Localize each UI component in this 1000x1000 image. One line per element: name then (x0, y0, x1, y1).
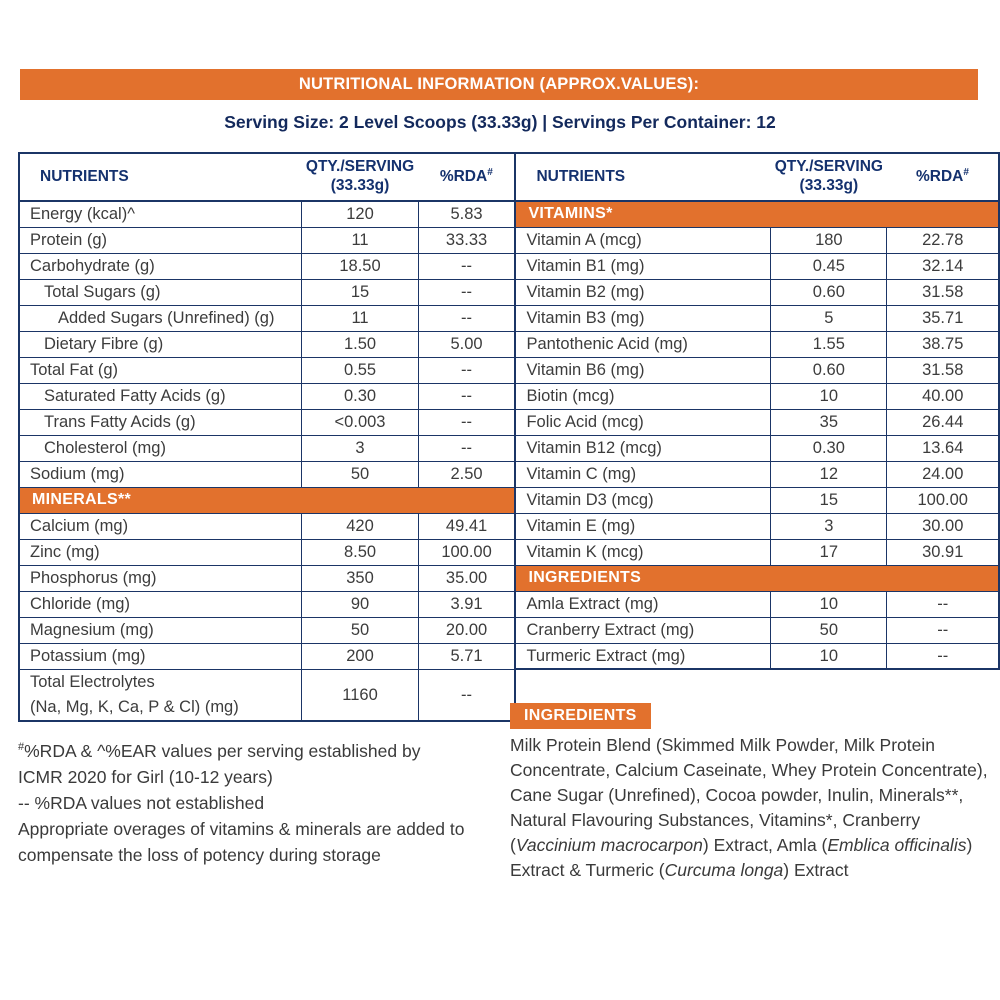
table-row (515, 539, 999, 565)
qty-per-serving-value: 1.55 (771, 331, 887, 357)
qty-per-serving-value: 8.50 (302, 539, 418, 565)
nutrition-tables (18, 152, 1000, 722)
rda-percent-value: 38.75 (887, 331, 999, 357)
rda-percent-value: -- (887, 591, 999, 617)
nutrient-label: Vitamin E (mg) (515, 513, 770, 539)
nutrient-label: Vitamin B1 (mg) (515, 253, 770, 279)
nutrient-label: Chloride (mg) (19, 591, 302, 617)
qty-per-serving-value: 0.60 (771, 357, 887, 383)
nutrient-label: Potassium (mg) (19, 643, 302, 669)
rda-percent-value: -- (418, 279, 515, 305)
column-header-nutrients: NUTRIENTS (19, 153, 302, 201)
rda-percent-value: -- (418, 357, 515, 383)
rda-percent-value: -- (418, 409, 515, 435)
nutrient-label: Sodium (mg) (19, 461, 302, 487)
nutrient-label: Vitamin B12 (mcg) (515, 435, 770, 461)
table-row (515, 643, 999, 669)
rda-percent-value: 20.00 (418, 617, 515, 643)
table-row (19, 591, 515, 617)
table-row (515, 305, 999, 331)
table-row (515, 513, 999, 539)
rda-percent-value: -- (418, 305, 515, 331)
table-row (19, 331, 515, 357)
nutrient-label: Biotin (mcg) (515, 383, 770, 409)
rda-percent-value: -- (418, 669, 515, 721)
table-row (515, 383, 999, 409)
nutrient-label: Zinc (mg) (19, 539, 302, 565)
qty-per-serving-value: 350 (302, 565, 418, 591)
qty-per-serving-value: 50 (302, 617, 418, 643)
table-row (19, 305, 515, 331)
rda-percent-value: 100.00 (887, 487, 999, 513)
qty-per-serving-value: 3 (302, 435, 418, 461)
table-row (19, 565, 515, 591)
nutrient-label: Dietary Fibre (g) (19, 331, 302, 357)
rda-percent-value: 31.58 (887, 357, 999, 383)
section-row (515, 201, 999, 227)
ingredients-badge: INGREDIENTS (510, 703, 651, 729)
qty-per-serving-value: 200 (302, 643, 418, 669)
rda-percent-value: -- (418, 253, 515, 279)
qty-per-serving-value: 0.30 (771, 435, 887, 461)
qty-per-serving-value: 0.60 (771, 279, 887, 305)
nutrient-label: Vitamin D3 (mcg) (515, 487, 770, 513)
nutrient-label: Total Fat (g) (19, 357, 302, 383)
rda-percent-value: 5.83 (418, 201, 515, 227)
column-header-qty: QTY./SERVING (33.33g) (771, 153, 887, 201)
ingredients-text: Milk Protein Blend (Skimmed Milk Powder, Milk Protein Concentrate, Calcium Caseinate, Whey Protein Concentrate), Cane Sugar (Unrefined), Cocoa powder, Inulin, Minerals**, Natural Flavouring Substances, Vitamins*, Cranberry (Vaccinium macrocarpon) Extract, Amla (Emblica officinalis) Extract & Turmeric (Curcuma longa) Extract (510, 735, 988, 880)
nutrient-label: Turmeric Extract (mg) (515, 643, 770, 669)
table-row (515, 591, 999, 617)
rda-percent-value: 2.50 (418, 461, 515, 487)
nutrients-table-left (18, 152, 516, 722)
table-row (515, 487, 999, 513)
table-row (19, 409, 515, 435)
qty-per-serving-value: 15 (771, 487, 887, 513)
nutrient-label: Energy (kcal)^ (19, 201, 302, 227)
table-row (515, 435, 999, 461)
rda-percent-value: 33.33 (418, 227, 515, 253)
table-row (19, 617, 515, 643)
qty-per-serving-value: 90 (302, 591, 418, 617)
rda-percent-value: 13.64 (887, 435, 999, 461)
qty-per-serving-value: 15 (302, 279, 418, 305)
nutrient-label: Added Sugars (Unrefined) (g) (19, 305, 302, 331)
qty-per-serving-value: 11 (302, 305, 418, 331)
section-header-label: VITAMINS* (515, 201, 999, 227)
footnotes (18, 734, 470, 868)
qty-per-serving-value: 11 (302, 227, 418, 253)
qty-per-serving-value: 35 (771, 409, 887, 435)
table-row (515, 409, 999, 435)
nutrient-label: Phosphorus (mg) (19, 565, 302, 591)
serving-info: Serving Size: 2 Level Scoops (33.33g) | Servings Per Container: 12 (224, 112, 776, 132)
rda-percent-value: -- (418, 435, 515, 461)
nutrient-label: Saturated Fatty Acids (g) (19, 383, 302, 409)
table-row (19, 279, 515, 305)
rda-percent-value: 35.71 (887, 305, 999, 331)
rda-percent-value: 22.78 (887, 227, 999, 253)
table-header-row (19, 153, 515, 201)
rda-percent-value: -- (418, 383, 515, 409)
table-row (19, 513, 515, 539)
table-row (19, 383, 515, 409)
nutrient-label: Pantothenic Acid (mg) (515, 331, 770, 357)
nutrient-label: Cranberry Extract (mg) (515, 617, 770, 643)
qty-per-serving-value: 18.50 (302, 253, 418, 279)
section-header-label: INGREDIENTS (515, 565, 999, 591)
table-row (515, 357, 999, 383)
rda-percent-value: -- (887, 643, 999, 669)
table-header-row (515, 153, 999, 201)
nutrient-label: Total Sugars (g) (19, 279, 302, 305)
table-row (19, 435, 515, 461)
nutrient-label: Vitamin A (mcg) (515, 227, 770, 253)
rda-percent-value: 3.91 (418, 591, 515, 617)
nutrient-label: Folic Acid (mcg) (515, 409, 770, 435)
qty-per-serving-value: 1.50 (302, 331, 418, 357)
footnote-line: #%RDA & ^%EAR values per serving established by ICMR 2020 for Girl (10-12 years) (18, 740, 421, 787)
qty-per-serving-value: 50 (302, 461, 418, 487)
title-bar (20, 69, 978, 100)
qty-per-serving-value: 0.55 (302, 357, 418, 383)
rda-percent-value: 26.44 (887, 409, 999, 435)
nutrient-label: Amla Extract (mg) (515, 591, 770, 617)
rda-percent-value: 40.00 (887, 383, 999, 409)
nutrient-label: Vitamin B2 (mg) (515, 279, 770, 305)
column-header-rda: %RDA# (418, 153, 515, 201)
table-row (19, 669, 515, 721)
rda-percent-value: 5.71 (418, 643, 515, 669)
rda-percent-value: 35.00 (418, 565, 515, 591)
table-row (19, 643, 515, 669)
qty-per-serving-value: 0.30 (302, 383, 418, 409)
qty-per-serving-value: 120 (302, 201, 418, 227)
qty-per-serving-value: 3 (771, 513, 887, 539)
rda-percent-value: 31.58 (887, 279, 999, 305)
table-row (515, 253, 999, 279)
qty-per-serving-value: 10 (771, 383, 887, 409)
qty-per-serving-value: 1160 (302, 669, 418, 721)
rda-percent-value: 49.41 (418, 513, 515, 539)
column-header-rda: %RDA# (887, 153, 999, 201)
rda-percent-value: 32.14 (887, 253, 999, 279)
qty-per-serving-value: <0.003 (302, 409, 418, 435)
rda-percent-value: 24.00 (887, 461, 999, 487)
qty-per-serving-value: 0.45 (771, 253, 887, 279)
page-title: NUTRITIONAL INFORMATION (APPROX.VALUES): (298, 75, 700, 93)
footnote-line: -- %RDA values not established (18, 792, 265, 813)
table-row (19, 227, 515, 253)
rda-percent-value: 30.00 (887, 513, 999, 539)
nutrient-label: Protein (g) (19, 227, 302, 253)
table-row (515, 331, 999, 357)
rda-percent-value: 30.91 (887, 539, 999, 565)
nutrient-label: Vitamin B3 (mg) (515, 305, 770, 331)
column-header-qty: QTY./SERVING (33.33g) (302, 153, 418, 201)
nutrients-table-right (514, 152, 1000, 670)
qty-per-serving-value: 50 (771, 617, 887, 643)
qty-per-serving-value: 17 (771, 539, 887, 565)
rda-percent-value: 5.00 (418, 331, 515, 357)
table-row (19, 357, 515, 383)
rda-percent-value: -- (887, 617, 999, 643)
table-row (515, 227, 999, 253)
table-row (515, 279, 999, 305)
nutrient-label: Total Electrolytes (Na, Mg, K, Ca, P & Cl) (mg) (19, 669, 302, 721)
qty-per-serving-value: 420 (302, 513, 418, 539)
table-row (19, 253, 515, 279)
qty-per-serving-value: 10 (771, 591, 887, 617)
nutrient-label: Cholesterol (mg) (19, 435, 302, 461)
table-row (19, 461, 515, 487)
rda-percent-value: 100.00 (418, 539, 515, 565)
table-row (19, 201, 515, 227)
footnote-line: Appropriate overages of vitamins & minerals are added to compensate the loss of potency during storage (18, 818, 465, 865)
column-header-nutrients: NUTRIENTS (515, 153, 770, 201)
section-row (515, 565, 999, 591)
section-header-label: MINERALS** (19, 487, 515, 513)
qty-per-serving-value: 180 (771, 227, 887, 253)
nutrient-label: Vitamin C (mg) (515, 461, 770, 487)
nutrient-label: Vitamin B6 (mg) (515, 357, 770, 383)
qty-per-serving-value: 10 (771, 643, 887, 669)
nutrient-label: Carbohydrate (g) (19, 253, 302, 279)
table-row (515, 461, 999, 487)
section-row (19, 487, 515, 513)
table-row (515, 617, 999, 643)
qty-per-serving-value: 12 (771, 461, 887, 487)
nutrient-label: Vitamin K (mcg) (515, 539, 770, 565)
qty-per-serving-value: 5 (771, 305, 887, 331)
nutrient-label: Calcium (mg) (19, 513, 302, 539)
table-row (19, 539, 515, 565)
nutrient-label: Magnesium (mg) (19, 617, 302, 643)
nutrient-label: Trans Fatty Acids (g) (19, 409, 302, 435)
